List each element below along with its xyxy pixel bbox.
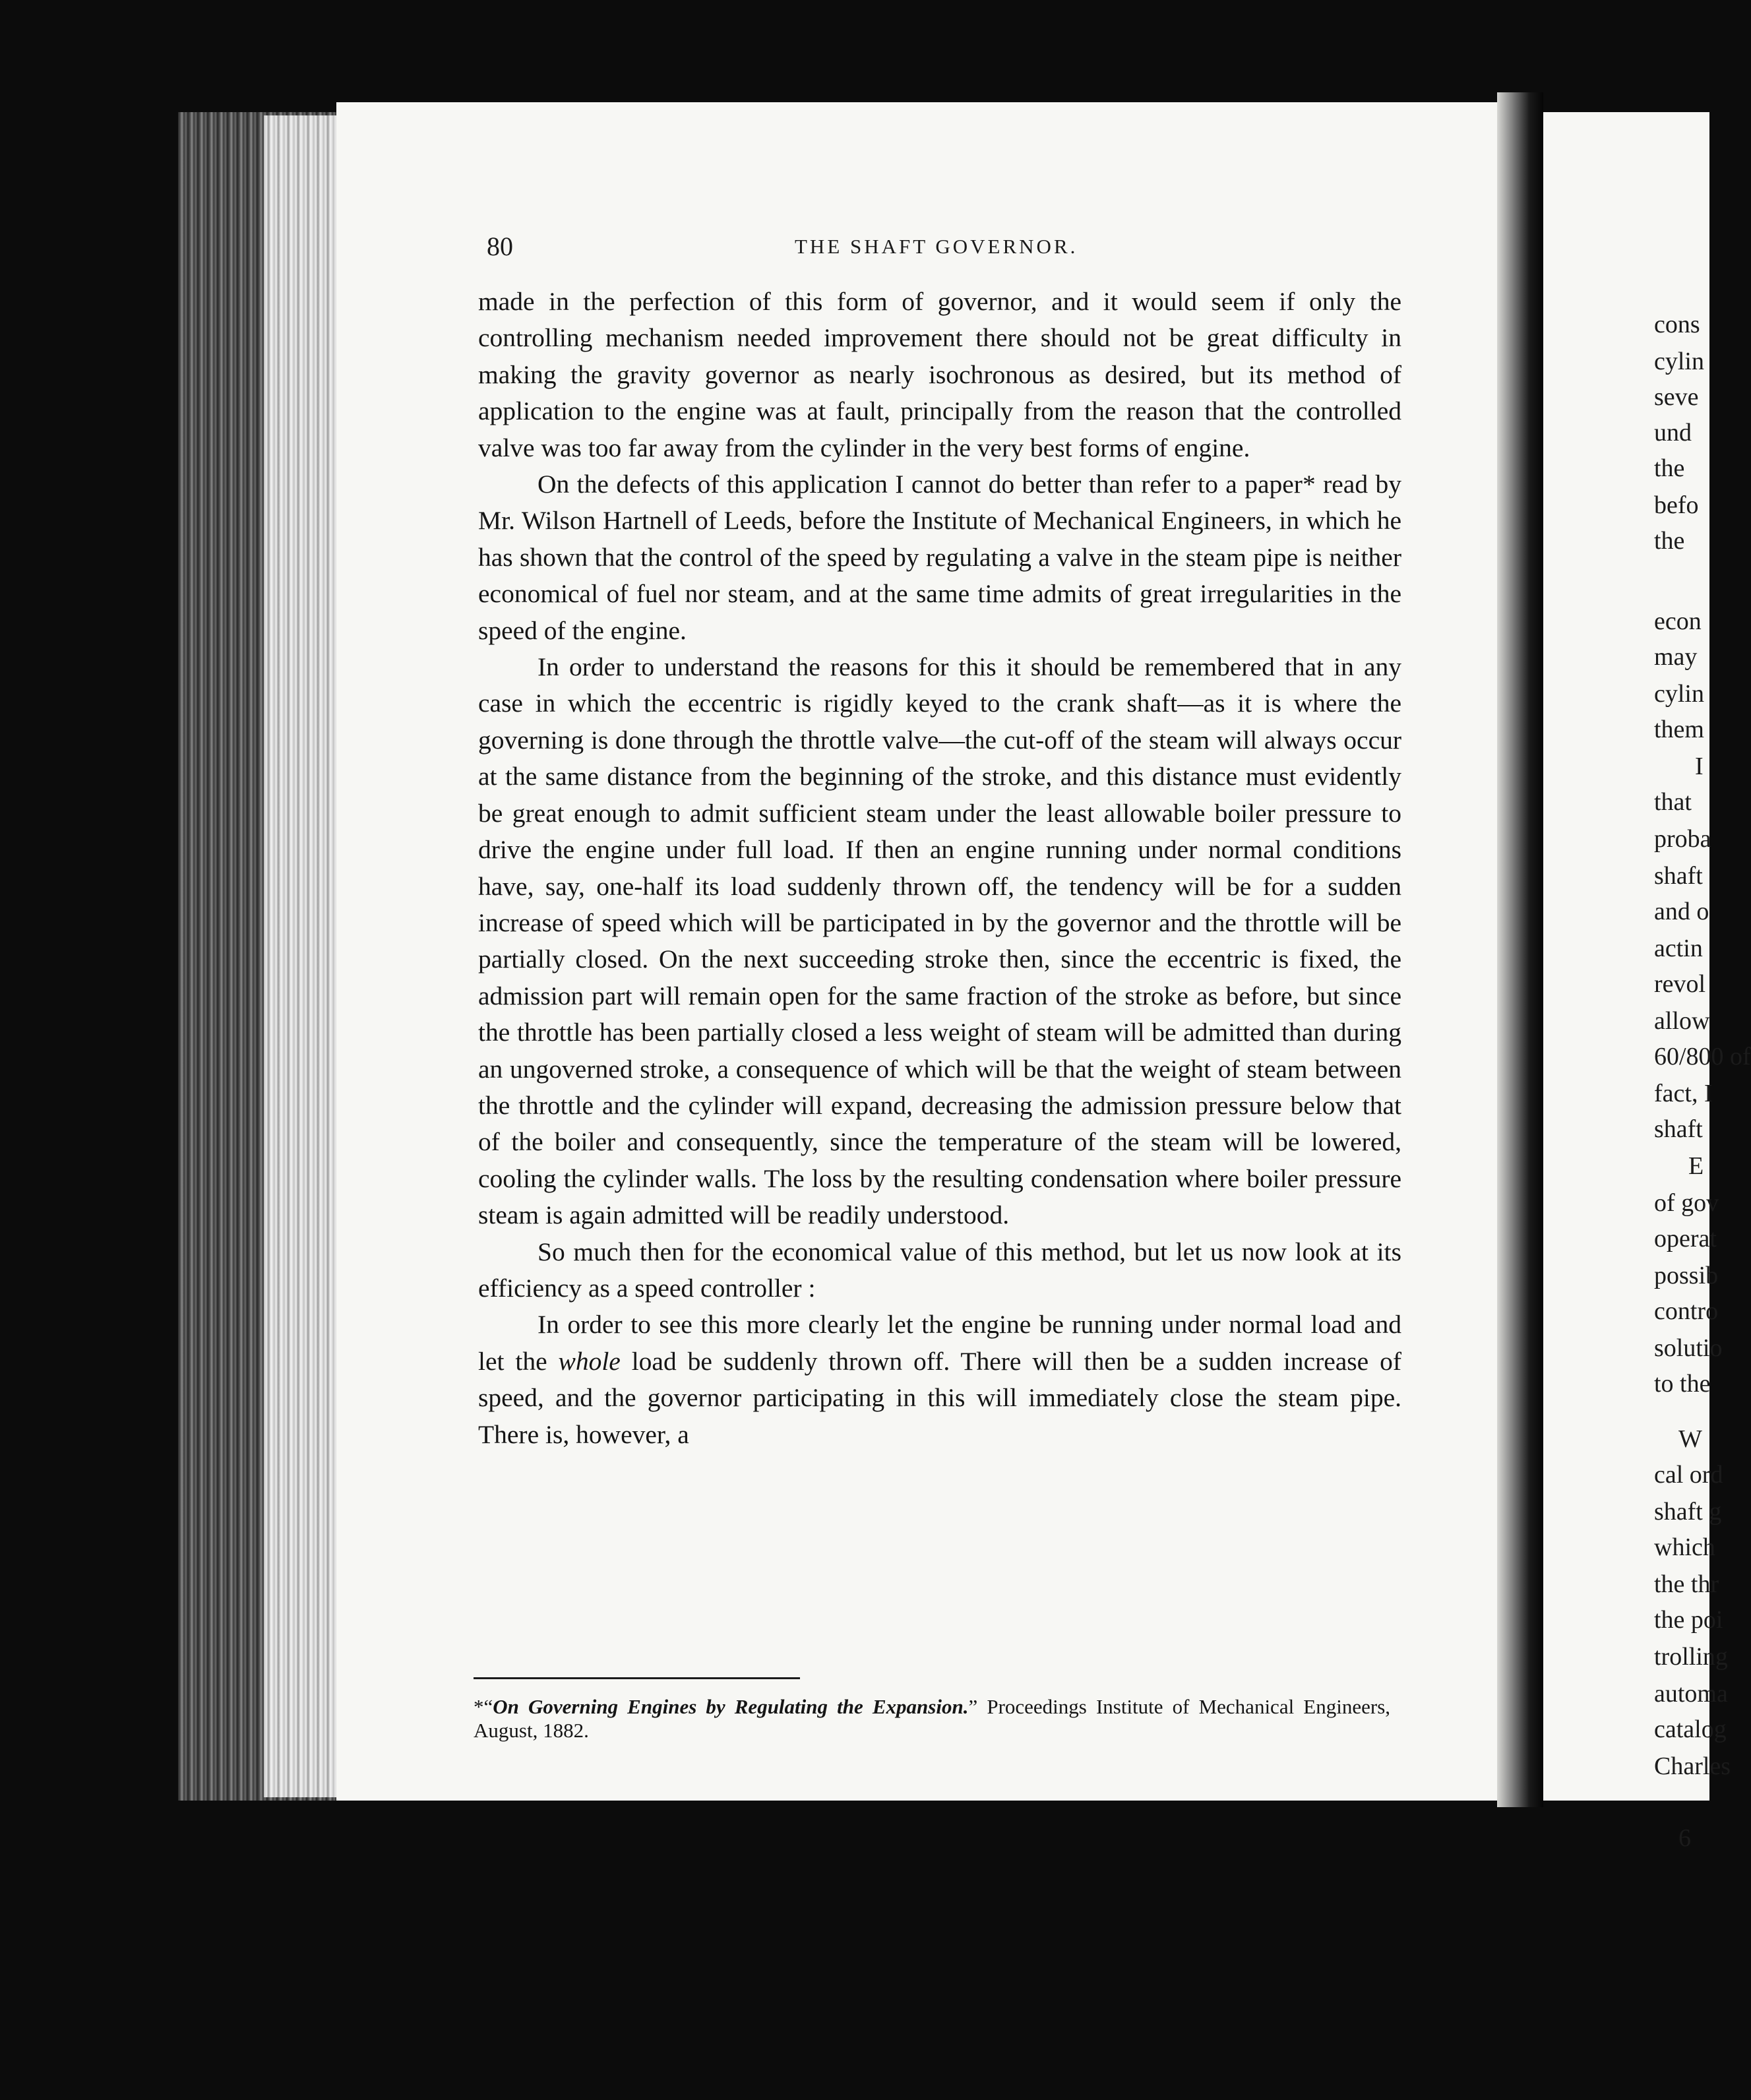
emphasis-whole: whole (558, 1346, 621, 1376)
right-page-line: trolling (1654, 1643, 1728, 1671)
footnote-rule (474, 1677, 800, 1679)
right-page-line: and o (1654, 898, 1709, 925)
page-number: 80 (487, 232, 513, 261)
book-gutter (1497, 92, 1543, 1807)
right-page-line: of gov (1654, 1189, 1719, 1217)
right-page-line: cylin (1654, 348, 1704, 375)
right-page-line: actin (1654, 935, 1703, 962)
footnote-title: On Governing Engines by Regulating the Expansion. (493, 1695, 969, 1718)
right-page-line: catalog (1654, 1715, 1727, 1743)
right-page-line: may (1654, 643, 1698, 671)
right-page-line: proba (1654, 825, 1711, 853)
right-page-line: shaft (1654, 862, 1703, 890)
right-page-line: possib (1654, 1262, 1719, 1289)
paragraph-2: On the defects of this application I cannot do better than refer to a paper* read by Mr. Wilson Hartnell of Leeds, before the Institute of Mechanical Engineers, in which he has shown that the control of the speed by regulating a valve in the steam pipe is neither economical of fuel nor steam, and at the same time admits of great irregularities in the speed of the engine. (478, 470, 1401, 645)
right-page-line: E (1688, 1152, 1704, 1180)
right-page-line: which (1654, 1533, 1715, 1561)
page-edges-light (264, 115, 343, 1797)
right-page-line: econ (1654, 607, 1702, 635)
paragraph-1: made in the perfection of this form of governor, and it would seem if only the controlling mechanism needed improvement there should not be great difficulty in making the gravity governor as nearly isochronous as desired, but its method of application to the engine was at fault, principally from the reason that the controlled valve was too far away from the cylinder in the very best forms of engine. (478, 287, 1401, 462)
right-page-line: allow (1654, 1007, 1710, 1035)
right-page-line: 6 (1678, 1824, 1691, 1852)
right-page-line: 60/800 of (1654, 1043, 1751, 1070)
right-page-line: W (1678, 1425, 1702, 1453)
right-page-line: operat (1654, 1225, 1717, 1252)
right-page-line: I (1695, 753, 1704, 780)
right-page-line: the poi (1654, 1606, 1723, 1634)
right-page-line: seve (1654, 383, 1699, 411)
right-page-line: them (1654, 716, 1704, 743)
footnote-marker: *“ (474, 1695, 493, 1718)
right-page-line: shaft g (1654, 1498, 1722, 1526)
right-page-line: Charles (1654, 1752, 1731, 1780)
right-page-line: to the (1654, 1370, 1711, 1398)
paragraph-5 (478, 1307, 1401, 1453)
right-page-line: cons (1654, 311, 1700, 338)
right-page-line: solutio (1654, 1334, 1723, 1362)
right-page-line: that (1654, 788, 1692, 816)
right-page-line: the thr (1654, 1570, 1719, 1598)
footnote-source: ” Proceedings Institute of Mechanical Engineers, August, 1882. (474, 1695, 1391, 1742)
right-page-line: contro (1654, 1297, 1719, 1325)
right-page-line: revol (1654, 970, 1706, 998)
right-page-line: the (1654, 454, 1685, 482)
right-page-line: fact, I (1654, 1080, 1713, 1107)
paragraph-5-start: In order to see this more clearly let the engine be running under normal load and let the (478, 1310, 1401, 1376)
running-head: THE SHAFT GOVERNOR. (795, 235, 1078, 258)
right-page-line: automa (1654, 1680, 1728, 1708)
footnote (474, 1695, 1390, 1743)
paragraph-4: So much then for the economical value of this method, but let us now look at its efficiency as a speed controller : (478, 1237, 1401, 1303)
right-page-line: the (1654, 527, 1685, 555)
right-page-line: shaft (1654, 1115, 1703, 1143)
right-page-line: befo (1654, 491, 1699, 519)
paragraph-5-rest: load be suddenly thrown off. There will then be a sudden increase of speed, and the governor participating in this will immediately close the steam pipe. There is, however, a (478, 1346, 1401, 1449)
right-page-line: cylin (1654, 680, 1704, 708)
right-page-line: cal ord (1654, 1461, 1723, 1489)
body-text (478, 284, 1401, 1453)
paragraph-3: In order to understand the reasons for this it should be remembered that in any case in which the eccentric is rigidly keyed to the crank shaft—as it is where the governing is done through the throttle valve—the cut-off of the steam will always occur at the same distance from the beginning of the stroke, and this distance must evidently be great enough to admit sufficient steam under the least allowable boiler pressure to drive the engine under full load. If then an engine running under normal conditions have, say, one-half its load suddenly thrown off, the tendency will be for a sudden increase of speed which will be participated in by the governor and the throttle will be partially closed. On the next succeeding stroke then, since the eccentric is fixed, the admission part will remain open for the same fraction of the stroke as before, but since the throttle has been partially closed a less weight of steam will be admitted than during an ungoverned stroke, a consequence of which will be that the weight of steam between the throttle and the cylinder will expand, decreasing the admission pressure below that of the boiler and consequently, since the temperature of the steam will be lowered, cooling the cylinder walls. The loss by the resulting condensation where boiler pressure steam is again admitted will be readily understood. (478, 652, 1401, 1230)
right-page-line: und (1654, 419, 1692, 447)
